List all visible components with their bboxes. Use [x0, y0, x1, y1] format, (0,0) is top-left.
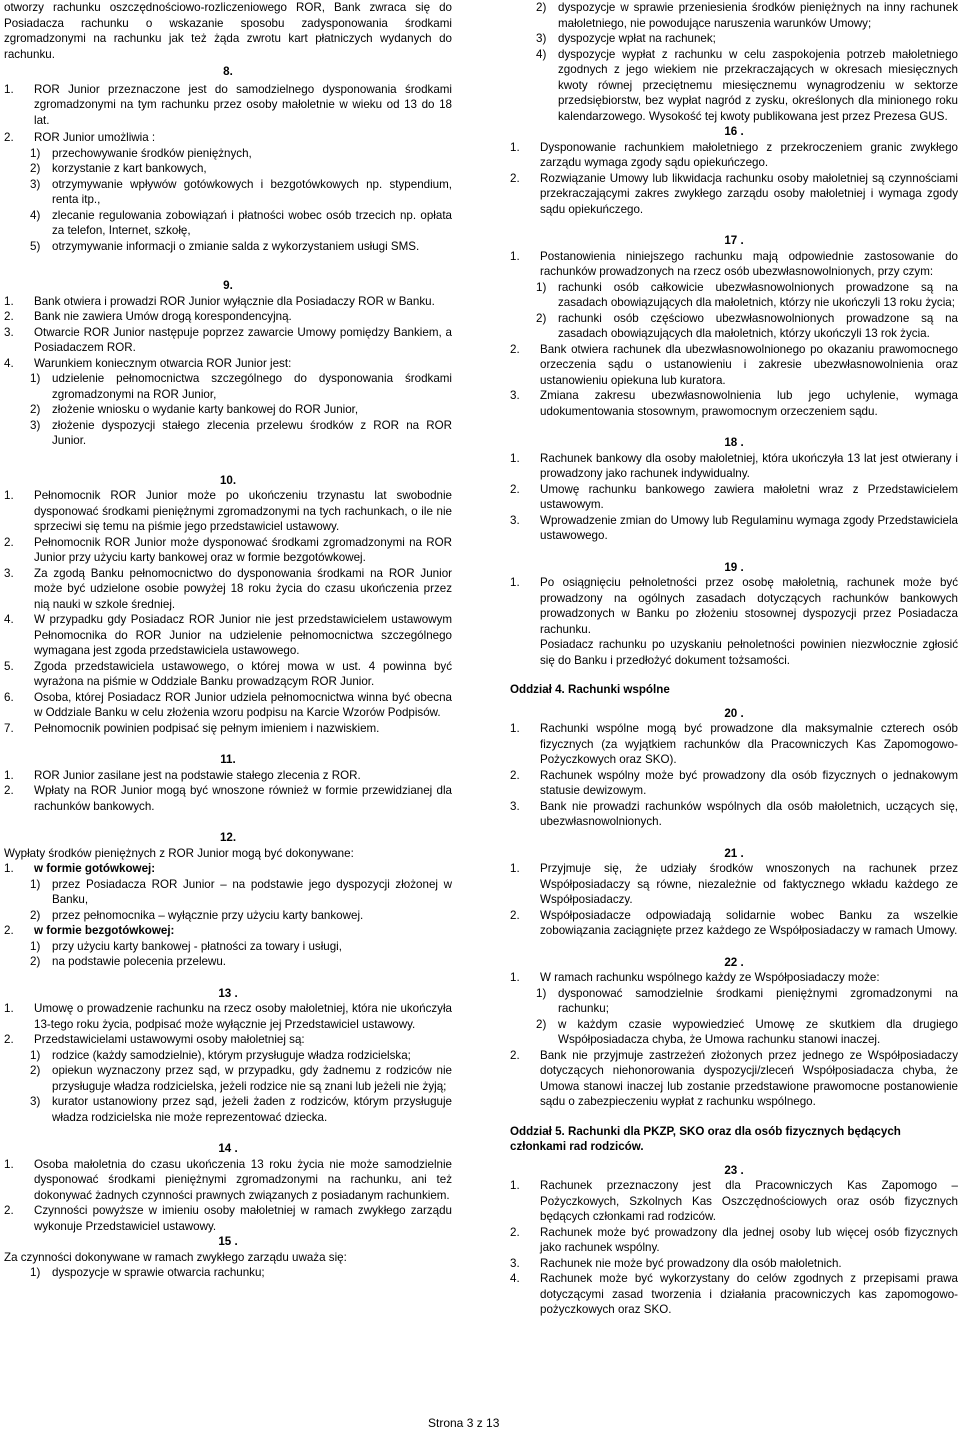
sub-list-item [510, 311, 958, 342]
list-item [510, 575, 958, 637]
sub-list-item [4, 161, 452, 177]
section-number: 17 . [724, 234, 744, 247]
item-text: Przedstawicielami ustawowymi osoby małoletniej są: [34, 1033, 305, 1046]
item-text: przy użyciu karty bankowej - płatności za towary i usługi, [52, 939, 342, 953]
item-number: 2. [4, 535, 14, 549]
item-number: 3. [510, 799, 520, 813]
item-number: 1) [536, 986, 547, 1000]
item-number: 1. [4, 862, 14, 875]
sub-list-item [4, 908, 452, 924]
sub-list-item [4, 1048, 452, 1064]
item-number: 2. [510, 908, 520, 922]
item-number: 2. [4, 131, 14, 144]
item-text: ROR Junior zasilane jest na podstawie stałego zlecenia z ROR. [34, 768, 361, 782]
list-item [4, 721, 452, 737]
list-item [4, 861, 452, 877]
item-text: Rachunek może być prowadzony dla jednej osoby lub więcej osób fizycznych jako rachunek wspólny. [540, 1225, 958, 1254]
section-number: 9. [223, 279, 233, 292]
section-number: 14 . [218, 1142, 238, 1155]
item-number: 2. [510, 768, 520, 782]
item-number: 3) [30, 1095, 41, 1108]
item-text: Rachunek wspólny może być prowadzony dla osób fizycznych o jednakowym statusie dewizowym. [540, 768, 958, 797]
list-item [4, 1001, 452, 1032]
item-text: Rachunek nie może być prowadzony dla osób małoletnich. [540, 1256, 842, 1270]
item-number: 1. [4, 1157, 14, 1171]
list-item [510, 482, 958, 513]
item-text: zlecanie regulowania zobowiązań i płatności wobec osób trzecich np. opłata za telefon, Internet, szkołę, [52, 208, 452, 237]
item-number: 4. [510, 1272, 520, 1285]
sub-list-item [4, 954, 452, 970]
section-number: 19 . [724, 560, 744, 574]
list-item [510, 342, 958, 389]
sub-list-item [4, 939, 452, 955]
sub-list-item [4, 208, 452, 239]
list-item [510, 1271, 958, 1318]
item-text: Pełnomocnik ROR Junior może po ukończeniu trzynastu lat swobodnie dysponować środkami pieniężnymi zgromadzonymi na tych rachunkach, o ile nie sprzeciwi się temu na piśmie jego przedstawiciel ustawowy. [34, 489, 452, 533]
item-text: otrzymywanie wpływów gotówkowych i bezgotówkowych np. stypendium, renta itp., [52, 177, 452, 206]
section-number: 15 . [218, 1235, 238, 1248]
item-number: 4. [4, 613, 14, 626]
section-number: 10. [219, 473, 237, 487]
item-text: Bank otwiera i prowadzi ROR Junior wyłącznie dla Posiadaczy ROR w Banku. [34, 294, 435, 308]
list-item [510, 799, 958, 830]
item-text: Przyjmuje się, że udziały środków wnoszonych na rachunek przez Współposiadaczy są równe, niezależnie od faktycznego wkładu każdego ze Współposiadaczy. [540, 862, 958, 906]
list-item [510, 861, 958, 908]
list-item [510, 908, 958, 939]
item-number: 2. [4, 1204, 14, 1217]
sub-list-item [4, 371, 452, 402]
item-text: dyspozycje wpłat na rachunek; [558, 32, 716, 45]
item-text: Zmiana zakresu ubezwłasnowolnienia lub jego uchylenie, wymaga udokumentowania stosownym, prawomocnym orzeczeniem sądu. [540, 389, 958, 418]
item-number: 3. [510, 1256, 520, 1270]
sub-list-item [4, 418, 452, 449]
item-text: W przypadku gdy Posiadacz ROR Junior nie jest przedstawicielem ustawowym Pełnomocnika do ROR Junior na udzielenie pełnomocnictwa szczególnego wymagana jest zgoda przedstawiciela ustawowego. [34, 613, 452, 657]
item-number: 2. [4, 784, 14, 797]
item-text: Osoba małoletnia do czasu ukończenia 13 roku życia nie może samodzielnie dysponować środkami pieniężnymi zgromadzonymi na rachunku, ani też dokonywać żadnych czynności prawnych związanych z posiadanym rachunkiem. [34, 1157, 452, 1202]
sub-list-item [4, 877, 452, 908]
item-number: 2) [30, 162, 41, 175]
item-text: udzielenie pełnomocnictwa szczególnego do dysponowania środkami zgromadzonymi na ROR Junior, [52, 372, 452, 401]
item-text: Dysponowanie rachunkiem małoletniego z przekroczeniem granic zwykłego zarządu wymaga zgody sądu opiekuńczego. [540, 140, 958, 169]
list-item [510, 171, 958, 218]
list-item [4, 294, 452, 310]
item-number: 1. [4, 1002, 14, 1015]
item-text: ROR Junior umożliwia : [34, 131, 156, 144]
list-item [510, 1225, 958, 1256]
list-item [4, 535, 452, 566]
list-item [510, 451, 958, 482]
item-text: dyspozycje w sprawie przeniesienia środków pieniężnych na inny rachunek małoletniego, nie powodujące naruszenia warunków Umowy; [558, 1, 958, 30]
sub-list-item [4, 146, 452, 162]
left-column [4, 0, 452, 1281]
paragraph: otworzy rachunku oszczędnościowo-rozliczeniowego ROR, Bank zwraca się do Posiadacza rachunku o wskazanie sposobu zadysponowania środkami zgromadzonymi na rachunku jak też żąda zwrotu kart płatniczych wydanych do rachunku. [4, 1, 452, 61]
item-number: 2. [4, 310, 14, 323]
section-number: 8. [223, 65, 233, 78]
item-number: 4. [4, 356, 14, 370]
item-text: przechowywanie środków pieniężnych, [52, 146, 252, 160]
item-number: 1. [510, 862, 520, 875]
list-item [4, 325, 452, 356]
item-text: Postanowienia niniejszego rachunku mają odpowiednie zastosowanie do rachunków prowadzonych na rzecz osób ubezwłasnowolnionych, przy czym: [540, 249, 958, 278]
right-column [510, 0, 958, 1318]
item-number: 2. [4, 1033, 14, 1046]
list-item [510, 249, 958, 280]
list-item [4, 923, 452, 939]
item-number: 1) [30, 146, 41, 160]
list-item [4, 309, 452, 325]
item-text: Wpłaty na ROR Junior mogą być wnoszone również w formie przewidzianej dla rachunków bankowych. [34, 784, 452, 813]
item-number: 1) [536, 280, 547, 294]
division-heading: Oddział 4. Rachunki wspólne [510, 683, 670, 696]
item-text: w każdym czasie wypowiedzieć Umowę ze skutkiem dla drugiego Współposiadacza chyba, że Umowa rachunku stanowi inaczej. [558, 1017, 958, 1046]
item-text: Bank nie przyjmuje zastrzeżeń złożonych przez jednego ze Współposiadaczy dotyczących niehonorowania dyspozycji/zleceń Współposiadacza chyba, że Umowa stanowi inaczej lub zostanie przedstawione prawomocne postanowienie sądu o zabezpieczeniu wypłat z rachunku wspólnego. [540, 1048, 958, 1108]
sub-list-item [510, 31, 958, 47]
item-text: na podstawie polecenia przelewu. [52, 955, 227, 968]
sub-list-item [4, 177, 452, 208]
item-text: korzystanie z kart bankowych, [52, 162, 207, 175]
item-number: 1. [4, 82, 14, 96]
item-number: 5. [4, 659, 14, 673]
sub-list-item [510, 280, 958, 311]
item-number: 1. [510, 1179, 520, 1192]
list-item [510, 513, 958, 544]
list-item [4, 82, 452, 129]
item-text: Rachunek może być wykorzystany do celów zgodnych z przepisami prawa dotyczącymi zasad tworzenia i działania pracowniczych kas zapomogowo-pożyczkowych oraz SKO. [540, 1272, 958, 1316]
item-number: 3. [510, 513, 520, 527]
item-text: przez pełnomocnika – wyłącznie przy użyciu karty bankowej. [52, 908, 364, 922]
item-number: 1) [30, 1266, 41, 1279]
item-text: Zgoda przedstawiciela ustawowego, o której mowa w ust. 4 powinna być wyrażona na piśmie w Oddziale Banku prowadzącym ROR Junior. [34, 659, 452, 688]
item-number: 4) [30, 208, 41, 222]
item-number: 6. [4, 690, 14, 704]
item-number: 2. [510, 1048, 520, 1062]
item-number: 2) [536, 1, 547, 14]
section-number: 12. [219, 831, 237, 844]
sub-list-item [4, 1094, 452, 1125]
item-text: Za zgodą Banku pełnomocnictwo do dysponowania środkami na ROR Junior może być udzielone osobie powyżej 18 roku życia do czasu ukończenia przez nią nauki w szkole średniej. [34, 566, 452, 611]
item-number: 2. [510, 342, 520, 356]
item-text: Rozwiązanie Umowy lub likwidacja rachunku osoby małoletniej są czynnościami przekraczającymi zakres zwykłego zarządu osoby małoletniej i wymaga zgody sądu opiekuńczego. [540, 171, 958, 216]
item-number: 1. [4, 489, 14, 502]
list-item [510, 970, 958, 986]
section-number: 16 . [724, 125, 744, 138]
item-number: 3) [30, 177, 41, 191]
list-item [4, 612, 452, 659]
item-number: 1) [30, 939, 41, 953]
sub-list-item [510, 0, 958, 31]
item-text: Bank nie prowadzi rachunków wspólnych dla osób małoletnich, uczących się, ubezwłasnowolnionych. [540, 799, 958, 828]
section-number: 18 . [724, 436, 744, 449]
list-item [4, 566, 452, 613]
item-text: Po osiągnięciu pełnoletności przez osobę małoletnią, rachunek może być prowadzony na ogólnych zasadach dotyczących rachunków bankowych prowadzonych w Banku po złożeniu stosownej dyspozycji przez Posiadacza rachunku. [540, 576, 958, 636]
list-item [4, 130, 452, 146]
page-footer: Strona 3 z 13 [428, 1416, 500, 1430]
item-text: Umowę o prowadzenie rachunku na rzecz osoby małoletniej, która nie ukończyła 13-tego roku życia, podpisać może wyłącznie jej Przedstawiciel ustawowy. [34, 1002, 452, 1031]
paragraph: Za czynności dokonywane w ramach zwykłego zarządu uważa się: [4, 1250, 347, 1264]
item-text: Bank otwiera rachunek dla ubezwłasnowolnionego po okazaniu prawomocnego orzeczenia sądu o ustanowieniu i zakresie ubezwłasnowolnienia oraz ustanowieniu opiekuna lub kuratora. [540, 342, 958, 387]
item-number: 2) [30, 955, 41, 968]
list-item [4, 690, 452, 721]
list-item [510, 388, 958, 419]
section-number: 23 . [724, 1163, 744, 1177]
item-number: 1) [30, 1048, 41, 1062]
item-number: 1. [510, 451, 520, 465]
list-item [510, 140, 958, 171]
item-number: 2) [30, 908, 41, 922]
item-text: Bank nie zawiera Umów drogą korespondencyjną. [34, 310, 292, 323]
item-number: 2) [30, 403, 41, 416]
item-number: 1) [30, 372, 41, 385]
item-number: 1. [4, 294, 14, 308]
section-number: 11. [220, 753, 236, 766]
sub-list-item [510, 47, 958, 125]
sub-list-item [4, 402, 452, 418]
list-item [510, 1178, 958, 1225]
item-text: kurator ustanowiony przez sąd, jeżeli żaden z rodziców, którym przysługuje władza rodzicielska nie może reprezentować dziecka. [52, 1095, 452, 1124]
paragraph: Wypłaty środków pieniężnych z ROR Junior mogą być dokonywane: [4, 846, 354, 860]
list-item [4, 768, 452, 784]
item-number: 1. [510, 249, 520, 263]
item-number: 3) [536, 32, 547, 45]
list-item [510, 721, 958, 768]
item-number: 2) [30, 1064, 41, 1077]
item-text: przez Posiadacza ROR Junior – na podstawie jego dyspozycji złożonej w Banku, [52, 877, 452, 906]
item-text: Otwarcie ROR Junior następuje poprzez zawarcie Umowy pomiędzy Bankiem, a Posiadaczem ROR. [34, 325, 452, 354]
item-text: otrzymywanie informacji o zmianie salda z wykorzystaniem usługi SMS. [52, 239, 420, 253]
item-number: 1. [510, 140, 520, 154]
item-text: ROR Junior przeznaczone jest do samodzielnego dysponowania środkami zgromadzonymi na tym rachunku przez osoby małoletnie w wieku od 13 do 18 lat. [34, 82, 452, 127]
item-text: Rachunki wspólne mogą być prowadzone dla maksymalnie czterech osób fizycznych (za wyjątkiem rachunków dla Pracowniczych Kas Zapomogowo-Pożyczkowych oraz SKO). [540, 722, 958, 766]
item-text: złożenie dyspozycji stałego zlecenia przelewu środków z ROR na ROR Junior. [52, 418, 452, 447]
item-text: rachunki osób częściowo ubezwłasnowolnionych prowadzone są na zasadach obowiązujących dla małoletnich, którzy ukończyli 13 rok życia. [558, 311, 958, 340]
division-heading: Oddział 5. Rachunki dla PKZP, SKO oraz dla osób fizycznych będących członkami rad rodziców. [510, 1124, 901, 1153]
list-item [4, 783, 452, 814]
item-text: Osoba, której Posiadacz ROR Junior udziela pełnomocnictwa winna być obecna w Oddziale Banku w celu złożenia wzoru podpisu na Karcie Wzorów Podpisów. [34, 690, 452, 719]
list-item [4, 1032, 452, 1048]
item-number: 2. [510, 171, 520, 185]
list-item [510, 768, 958, 799]
item-text: dyspozycje w sprawie otwarcia rachunku; [52, 1266, 265, 1279]
section-number: 22 . [724, 955, 744, 969]
item-text: Współposiadacze odpowiadają solidarnie wobec Banku za wszelkie zobowiązania zaciągnięte przez każdego ze Współposiadaczy w ramach Umowy. [540, 908, 958, 937]
sub-list-item [510, 986, 958, 1017]
item-number: 7. [4, 721, 14, 735]
list-item [4, 356, 452, 372]
item-text: Czynności powyższe w imieniu osoby małoletniej w ramach zwykłego zarządu wykonuje Przedstawiciel ustawowy. [34, 1204, 452, 1233]
item-text: Umowę rachunku bankowego zawiera małoletni wraz z Przedstawicielem ustawowym. [540, 482, 958, 511]
item-text: Warunkiem koniecznym otwarcia ROR Junior jest: [34, 356, 292, 370]
sub-list-item [4, 239, 452, 255]
list-item [510, 1048, 958, 1110]
item-number: 2) [536, 1017, 547, 1031]
item-text: w formie bezgotówkowej: [34, 924, 175, 937]
item-text: opiekun wyznaczony przez sąd, w przypadku, gdy żadnemu z rodziców nie przysługuje władza rodzicielska, jeżeli rodzice nie są znani lub jeżeli nie żyją; [52, 1064, 452, 1093]
item-text: Pełnomocnik ROR Junior może dysponować środkami zgromadzonymi na ROR Junior przy użyciu karty bankowej oraz w formie bezgotówkowej. [34, 535, 452, 564]
item-number: 1) [30, 877, 41, 891]
item-text: Pełnomocnik powinien podpisać się pełnym imieniem i nazwiskiem. [34, 721, 380, 735]
item-text: dysponować samodzielnie środkami pieniężnymi zgromadzonymi na rachunku; [558, 986, 958, 1015]
item-text: rachunki osób całkowicie ubezwłasnowolnionych prowadzone są na zasadach obowiązujących dla małoletnich, którzy nie ukończyli 13 roku życia; [558, 280, 958, 309]
item-text: rodzice (każdy samodzielnie), którym przysługuje władza rodzicielska; [52, 1048, 411, 1062]
list-item [4, 1157, 452, 1204]
item-text: W ramach rachunku wspólnego każdy ze Współposiadaczy może: [540, 971, 880, 984]
item-text: dyspozycje wypłat z rachunku w celu zaspokojenia potrzeb małoletniego zgodnych z jego wiekiem nie przekraczających w okresach miesięcznych kwoty równej przeciętnemu miesięcznemu wynagrodzeniu w sektorze przedsiębiorstw, bez wypłat nagród z zysku, określonych dla minionego roku kalendarzowego. Wysokość tej kwoty publikowana jest przez Prezesa GUS. [558, 47, 958, 123]
item-number: 2. [510, 482, 520, 496]
paragraph: Posiadacz rachunku po uzyskaniu pełnoletności powinien niezwłocznie zgłosić się do Banku i przedłożyć dokument tożsamości. [540, 638, 958, 667]
item-number: 2) [536, 311, 547, 325]
item-number: 3) [30, 418, 41, 432]
item-number: 3. [4, 325, 14, 339]
item-number: 1. [510, 971, 520, 984]
item-text: w formie gotówkowej: [34, 862, 156, 875]
sub-list-item [510, 1017, 958, 1048]
list-item [510, 1256, 958, 1272]
item-number: 3. [4, 566, 14, 580]
item-number: 2. [510, 1225, 520, 1239]
section-number: 13 . [218, 986, 238, 1000]
item-number: 2. [4, 924, 14, 937]
item-text: Wprowadzenie zmian do Umowy lub Regulaminu wymaga zgody Przedstawiciela ustawowego. [540, 513, 958, 542]
item-text: Rachunek przeznaczony jest dla Pracowniczych Kas Zapomogo – Pożyczkowych, Szkolnych Kas Oszczędnościowych oraz osób fizycznych będących członkami rad rodziców. [540, 1179, 958, 1223]
list-item [4, 1203, 452, 1234]
section-number: 20 . [724, 706, 744, 720]
item-number: 5) [30, 239, 41, 253]
list-item [4, 659, 452, 690]
item-text: złożenie wniosku o wydanie karty bankowej do ROR Junior, [52, 403, 359, 416]
sub-list-item [4, 1265, 452, 1281]
item-number: 1. [510, 722, 520, 735]
item-text: Rachunek bankowy dla osoby małoletniej, która ukończyła 13 lat jest otwierany i prowadzony jako rachunek indywidualny. [540, 451, 958, 480]
item-number: 3. [510, 389, 520, 402]
section-number: 21 . [724, 846, 744, 860]
list-item [4, 488, 452, 535]
item-number: 4) [536, 47, 547, 61]
item-number: 1. [4, 768, 14, 782]
item-number: 1. [510, 576, 520, 589]
sub-list-item [4, 1063, 452, 1094]
